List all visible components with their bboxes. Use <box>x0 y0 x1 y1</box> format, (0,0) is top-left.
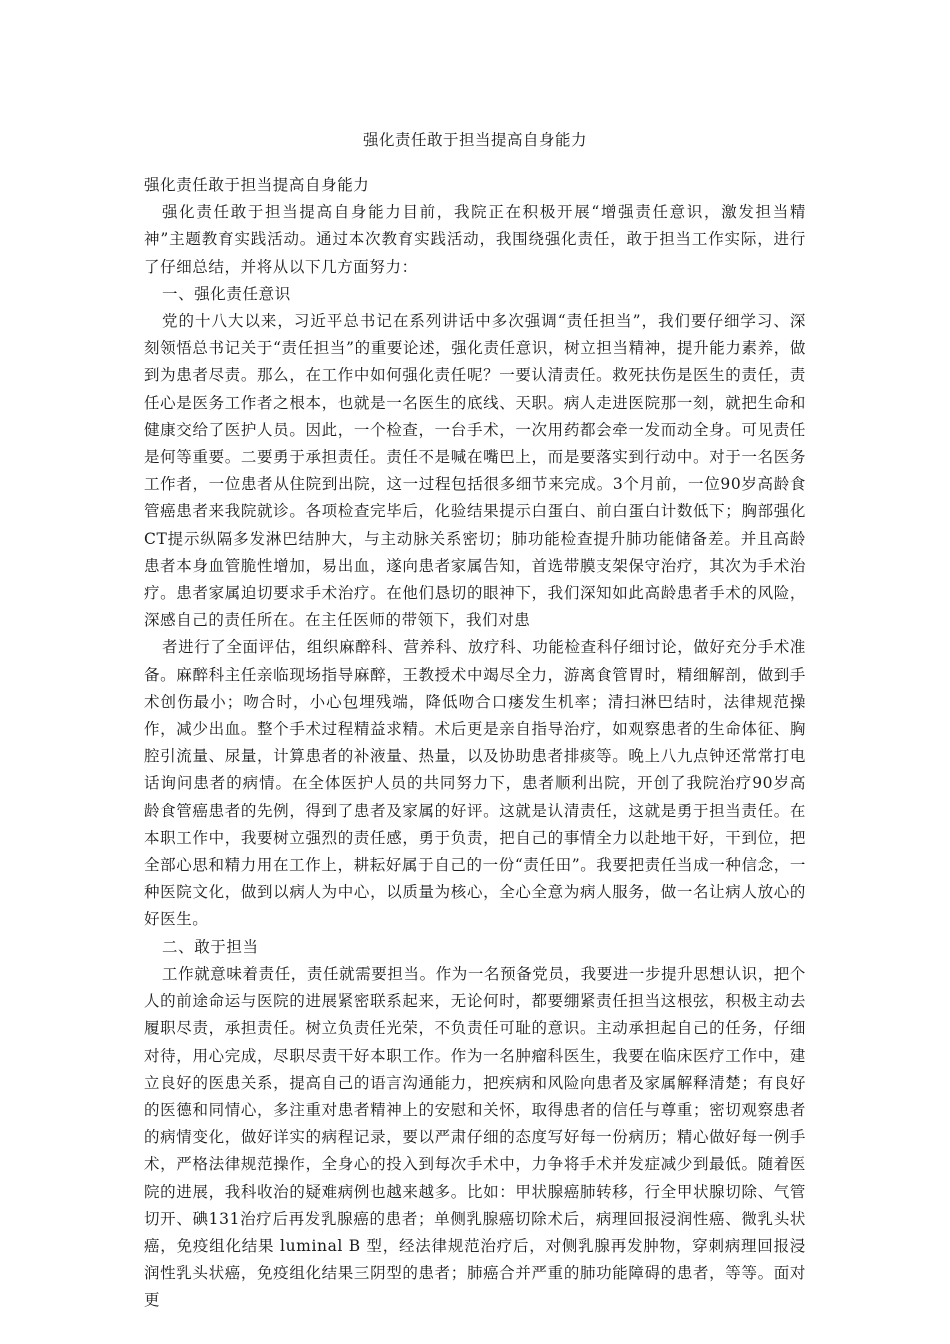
body-title-line: 强化责任敢于担当提高自身能力 <box>144 176 370 194</box>
intro-paragraph: 强化责任敢于担当提高自身能力目前，我院正在积极开展“增强责任意识，激发担当精神”主题教育实践活动。通过本次教育实践活动，我围绕强化责任，敢于担当工作实际，进行了仔细总结，并将从以下几方面努力： <box>144 203 806 276</box>
document-body <box>144 172 806 1315</box>
body-paragraph: 党的十八大以来，习近平总书记在系列讲话中多次强调“责任担当”，我们要仔细学习、深刻领悟总书记关于“责任担当”的重要论述，强化责任意识，树立担当精神，提升能力素养，做到为患者尽责。那么，在工作中如何强化责任呢？一要认清责任。救死扶伤是医生的责任，责任心是医务工作者之根本，也就是一名医生的底线、天职。病人走进医院那一刻，就把生命和健康交给了医护人员。因此，一个检查，一台手术，一次用药都会牵一发而动全身。可见责任是何等重要。二要勇于承担责任。责任不是喊在嘴巴上，而是要落实到行动中。对于一名医务工作者，一位患者从住院到出院，这一过程包括很多细节来完成。3个月前，一位90岁高龄食管癌患者来我院就诊。各项检查完毕后，化验结果提示白蛋白、前白蛋白计数低下；胸部强化CT提示纵隔多发淋巴结肿大，与主动脉关系密切；肺功能检查提升肺功能储备差。并且高龄患者本身血管脆性增加，易出血，遂向患者家属告知，首选带膜支架保守治疗，其次为手术治疗。患者家属迫切要求手术治疗。在他们恳切的眼神下，我们深知如此高龄患者手术的风险，深感自己的责任所在。在主任医师的带领下，我们对患 <box>144 312 806 630</box>
body-paragraph: 工作就意味着责任，责任就需要担当。作为一名预备党员，我要进一步提升思想认识，把个人的前途命运与医院的进展紧密联系起来，无论何时，都要绷紧责任担当这根弦，积极主动去履职尽责，承担责任。树立负责任光荣，不负责任可耻的意识。主动承担起自己的任务，仔细对待，用心完成，尽职尽责干好本职工作。作为一名肿瘤科医生，我要在临床医疗工作中，建立良好的医患关系，提高自己的语言沟通能力，把疾病和风险向患者及家属解释清楚；有良好的医德和同情心，多注重对患者精神上的安慰和关怀，取得患者的信任与尊重；密切观察患者的病情变化，做好详实的病程记录，要以严肃仔细的态度写好每一份病历；精心做好每一例手术，严格法律规范操作，全身心的投入到每次手术中，力争将手术并发症减少到最低。随着医院的进展，我科收治的疑难病例也越来越多。比如：甲状腺癌肺转移，行全甲状腺切除、气管切开、碘131治疗后再发乳腺癌的患者；单侧乳腺癌切除术后，病理回报浸润性癌、微乳头状癌，免疫组化结果 luminal B 型，经法律规范治疗后，对侧乳腺再发肿物，穿刺病理回报浸润性乳头状癌，免疫组化结果三阴型的患者；肺癌合并严重的肺功能障碍的患者，等等。面对更 <box>144 964 807 1310</box>
body-paragraph: 者进行了全面评估，组织麻醉科、营养科、放疗科、功能检查科仔细讨论，做好充分手术准备。麻醉科主任亲临现场指导麻醉，王教授术中竭尽全力，游离食管胃时，精细解剖，做到手术创伤最小；吻合时，小心包埋残端，降低吻合口瘘发生机率；清扫淋巴结时，法律规范操作，减少出血。整个手术过程精益求精。术后更是亲自指导治疗，如观察患者的生命体征、胸腔引流量、尿量，计算患者的补液量、热量，以及协助患者排痰等。晚上八九点钟还常常打电话询问患者的病情。在全体医护人员的共同努力下，患者顺利出院，开创了我院治疗90岁高龄食管癌患者的先例，得到了患者及家属的好评。这就是认清责任，这就是勇于担当责任。在本职工作中，我要树立强烈的责任感，勇于负责，把自己的事情全力以赴地干好，干到位，把全部心思和精力用在工作上，耕耘好属于自己的一份“责任田”。我要把责任当成一种信念，一种医院文化，做到以病人为中心，以质量为核心，全心全意为病人服务，做一名让病人放心的好医生。 <box>144 638 807 929</box>
section-heading-2: 二、敢于担当 <box>162 937 259 956</box>
document-title: 强化责任敢于担当提高自身能力 <box>362 131 587 149</box>
section-heading-1: 一、强化责任意识 <box>162 284 291 303</box>
